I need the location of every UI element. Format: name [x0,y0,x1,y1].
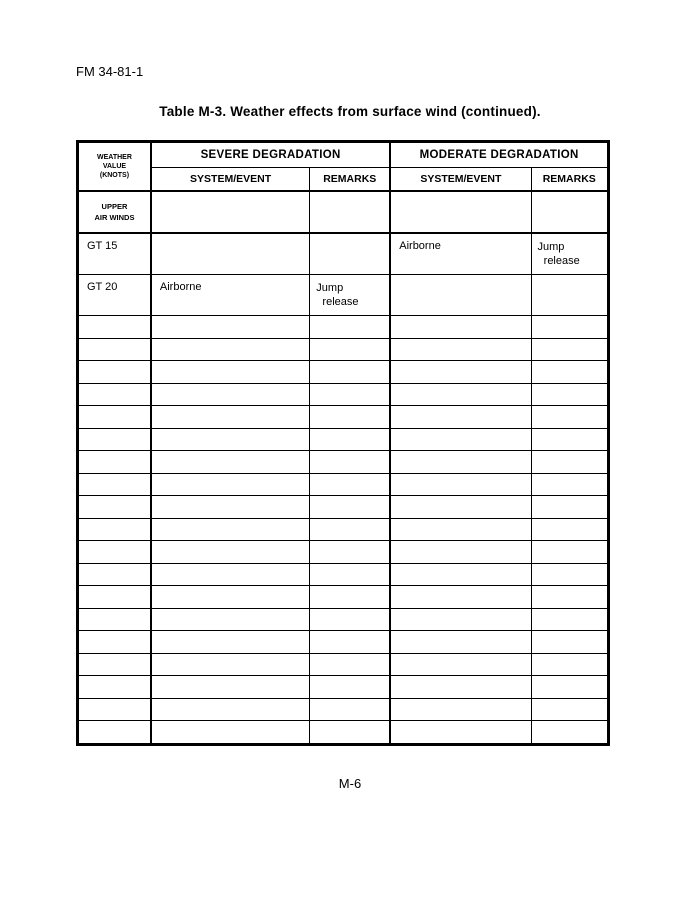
table-cell [531,721,608,745]
table-row [78,541,609,564]
severe-system-text [152,234,309,246]
table-cell [390,338,531,361]
table-cell [78,338,151,361]
table-cell [390,451,531,474]
table-cell [531,586,608,609]
table-cell [78,653,151,676]
table-cell [151,631,310,654]
table-cell [310,406,390,429]
table-cell [310,586,390,609]
table-row [78,563,609,586]
table-cell [390,631,531,654]
table-cell [390,191,531,233]
table-cell [390,496,531,519]
table-cell [531,191,608,233]
table-cell [531,631,608,654]
table-cell [78,361,151,384]
table-cell [531,563,608,586]
table-cell [310,541,390,564]
table-cell [310,338,390,361]
table-row [78,316,609,339]
table-cell [310,518,390,541]
table-row [78,361,609,384]
table-cell [151,451,310,474]
table-cell [78,428,151,451]
table-cell [151,586,310,609]
table-cell [78,541,151,564]
weather-effects-table [76,140,610,746]
table-cell [78,473,151,496]
table-cell [151,383,310,406]
table-cell [78,496,151,519]
table-cell [310,608,390,631]
table-cell [390,316,531,339]
table-cell [78,563,151,586]
weather-value-line-2: VALUE [102,163,127,170]
table-cell [531,496,608,519]
table-cell [310,316,390,339]
severe-degradation-header: SEVERE DEGRADATION [151,142,390,168]
table-cell [151,721,310,745]
severe-system-cell [151,233,310,275]
table-cell [151,338,310,361]
table-cell [151,518,310,541]
table-cell [531,541,608,564]
moderate-system-event-header: SYSTEM/EVENT [390,168,531,192]
table-row [78,518,609,541]
table-cell [390,653,531,676]
weather-value-cell [78,233,151,275]
table-row [78,698,609,721]
table-cell [390,721,531,745]
remark-line-1: Jump [316,282,344,294]
weather-value-line-3: (KNOTS) [99,172,130,179]
table-cell [310,473,390,496]
table-cell [310,631,390,654]
moderate-system-cell [390,233,531,275]
table-row [78,275,609,316]
weather-value-text: GT 15 [87,240,118,252]
table-cell [151,541,310,564]
table-cell [310,428,390,451]
table-cell [151,608,310,631]
severe-remarks-cell [310,233,390,275]
document-id: FM 34-81-1 [76,64,144,79]
table-cell [531,383,608,406]
table-row [78,406,609,429]
table-cell [151,406,310,429]
severe-system-event-header: SYSTEM/EVENT [151,168,310,192]
table-cell [78,451,151,474]
table-cell [78,316,151,339]
table-cell [531,451,608,474]
table-cell [310,361,390,384]
table-row [78,496,609,519]
table-cell [390,383,531,406]
table-row [78,338,609,361]
table-cell [390,563,531,586]
table-cell [390,586,531,609]
table-cell [151,428,310,451]
table-cell [310,698,390,721]
weather-value-cell [78,275,151,316]
table-cell [390,406,531,429]
table-cell [78,631,151,654]
remark-line-2: release [322,296,359,308]
table-cell [151,361,310,384]
table-title: Table M-3. Weather effects from surface wind (continued). [159,104,541,119]
table-cell [531,361,608,384]
severe-system-text: Airborne [159,281,202,293]
upper-air-winds-label [78,191,151,233]
table-row [78,451,609,474]
table-cell [390,676,531,699]
header-row-columns [78,168,609,192]
table-cell [151,191,310,233]
table-row [78,653,609,676]
table-cell [390,518,531,541]
table-row [78,428,609,451]
table-cell [531,653,608,676]
moderate-system-cell [390,275,531,316]
table-cell [310,653,390,676]
table-cell [310,496,390,519]
table-row [78,608,609,631]
severe-remarks-cell [310,275,390,316]
moderate-system-text: Airborne [399,240,441,252]
upper-air-winds-line-2: AIR WINDS [94,213,135,222]
table-cell [531,338,608,361]
table-cell [531,676,608,699]
table-row [78,383,609,406]
table-cell [390,473,531,496]
moderate-degradation-header: MODERATE DEGRADATION [390,142,608,168]
severe-remarks-text [310,275,389,315]
remark-line-2: release [543,255,580,267]
weather-value-header [78,142,151,192]
table-cell [151,316,310,339]
table-cell [531,316,608,339]
severe-remarks-header: REMARKS [310,168,390,192]
table-cell [390,608,531,631]
table-cell [390,428,531,451]
table-cell [151,496,310,519]
table-cell [531,698,608,721]
table-cell [390,541,531,564]
table-row [78,676,609,699]
table-cell [78,676,151,699]
table-cell [531,473,608,496]
table-cell [390,361,531,384]
moderate-remarks-cell [531,233,608,275]
table-cell [310,191,390,233]
table-cell [151,676,310,699]
table-cell [78,406,151,429]
table-cell [78,518,151,541]
table-cell [531,428,608,451]
table-row [78,473,609,496]
table-cell [151,653,310,676]
table-cell [310,721,390,745]
table-cell [78,586,151,609]
table-cell [151,473,310,496]
table-row [78,233,609,275]
table-cell [151,698,310,721]
table-cell [78,608,151,631]
weather-value-text: GT 20 [87,281,118,293]
table-cell [151,563,310,586]
table-cell [390,698,531,721]
moderate-remarks-text [532,234,607,274]
table-cell [531,406,608,429]
header-row-groups [78,142,609,168]
table-row [78,721,609,745]
table-cell [531,608,608,631]
moderate-remarks-cell [531,275,608,316]
page-number: M-6 [338,776,362,791]
section-row-upper-air-winds [78,191,609,233]
table-cell [310,451,390,474]
table-cell [531,518,608,541]
table-cell [78,698,151,721]
table-cell [78,721,151,745]
table-cell [78,383,151,406]
severe-system-cell [151,275,310,316]
weather-value-line-1: WEATHER [97,154,132,161]
upper-air-winds-line-1: UPPER [101,202,128,211]
table-cell [310,383,390,406]
table-cell [310,563,390,586]
table-row [78,631,609,654]
remark-line-1: Jump [537,241,565,253]
moderate-remarks-header: REMARKS [531,168,608,192]
table-cell [310,676,390,699]
table-row [78,586,609,609]
